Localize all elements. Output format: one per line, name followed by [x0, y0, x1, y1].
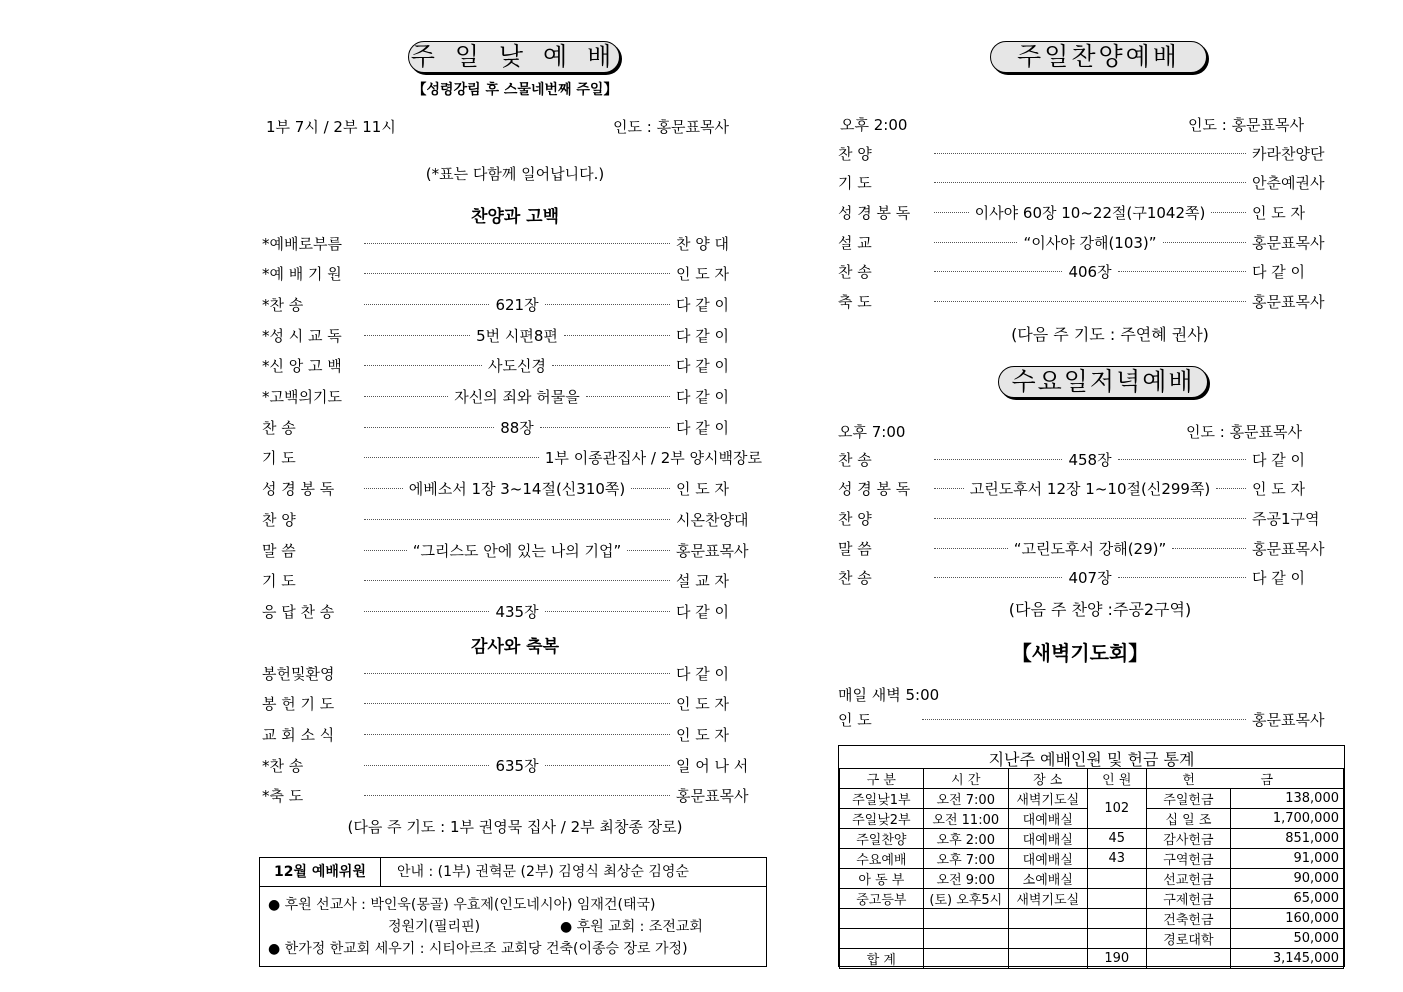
order-content: 에베소서 1장 3~14절(신310쪽) [408, 480, 626, 499]
order-row [838, 201, 1338, 223]
order-label: 찬 송 [838, 450, 872, 469]
stats-cell: 선교헌금 [1146, 869, 1230, 889]
stats-cell: 구제헌금 [1146, 889, 1230, 909]
stats-count: 102 [1087, 789, 1146, 829]
order-person: 홍문표목사 [1252, 293, 1325, 311]
order-label: *찬 송 [262, 756, 304, 775]
order-label: *축 도 [262, 787, 304, 806]
order-row [838, 291, 1338, 313]
stats-cell: 중고등부 [840, 889, 924, 909]
wednesday-next-praise: (다음 주 찬양 :주공2구역) [1008, 600, 1192, 619]
stats-cell [1087, 929, 1146, 949]
order-label: 봉헌및환영 [262, 664, 335, 683]
dawn-time: 매일 새벽 5:00 [838, 686, 940, 704]
stats-cell: 주일헌금 [1146, 789, 1230, 809]
order-content: 407장 [1068, 569, 1112, 588]
order-person: 인 도 자 [676, 480, 730, 499]
stats-cell: 45 [1087, 829, 1146, 849]
order-label: 찬 양 [838, 144, 872, 163]
order-label: 성 경 봉 독 [262, 480, 335, 499]
order-content: 635장 [495, 756, 539, 775]
stats-cell: 주일낮1부 [840, 789, 924, 809]
order-content: 자신의 죄와 허물을 [454, 388, 580, 406]
order-content: 406장 [1068, 263, 1112, 282]
stats-cell [923, 909, 1008, 929]
stats-header: 금 [1231, 769, 1344, 789]
order-row [262, 662, 762, 684]
stats-header: 구 분 [840, 769, 924, 789]
order-label: 봉 헌 기 도 [262, 695, 335, 714]
order-label: *신 앙 고 백 [262, 357, 342, 376]
stats-header: 인 원 [1087, 769, 1146, 789]
order-person: 다 같 이 [676, 664, 730, 683]
order-row [838, 448, 1338, 470]
stats-header: 장 소 [1008, 769, 1087, 789]
stats-cell: 건축헌금 [1146, 909, 1230, 929]
order-row [262, 355, 762, 377]
stats-cell: 대예배실 [1008, 829, 1087, 849]
order-content: 5번 시편8편 [476, 326, 558, 345]
stats-cell: 160,000 [1231, 909, 1344, 929]
service-leader: 인도 : 홍문표목사 [613, 118, 730, 136]
total-count: 190 [1087, 949, 1146, 969]
order-content: “이사야 강해(103)” [1023, 233, 1157, 252]
order-label: *예배로부름 [262, 234, 342, 253]
stats-cell: 십 일 조 [1146, 809, 1230, 829]
order-label: *찬 송 [262, 295, 304, 314]
total-label: 합 계 [840, 949, 924, 969]
order-person: 다 같 이 [676, 418, 730, 437]
praise-service-time: 오후 2:00 [840, 116, 908, 134]
praise-next-prayer: (다음 주 기도 : 주연혜 권사) [1011, 325, 1209, 344]
order-person: 다 같 이 [1252, 569, 1306, 588]
order-row [838, 537, 1338, 559]
order-label: 성 경 봉 독 [838, 203, 911, 222]
order-label: 찬 송 [838, 263, 872, 282]
order-row [262, 600, 762, 622]
order-row [262, 508, 762, 530]
dawn-leader-row [838, 708, 1338, 730]
order-label: 축 도 [838, 293, 872, 311]
order-label: *예 배 기 원 [262, 265, 342, 284]
stats-cell: 아 동 부 [840, 869, 924, 889]
stats-cell: 대예배실 [1008, 809, 1087, 829]
order-person: 다 같 이 [1252, 263, 1306, 282]
service-subtitle: 【성령강림 후 스물네번째 주일】 [412, 82, 618, 98]
order-label: 기 도 [838, 174, 872, 193]
wednesday-service-leader: 인도 : 홍문표목사 [1186, 423, 1303, 441]
order-label: 기 도 [262, 572, 296, 591]
order-content: 1부 이종관집사 / 2부 양시백장로 [544, 449, 762, 468]
usher-guide: 안내 : (1부) 권혁문 (2부) 김영식 최상순 김영순 [381, 858, 766, 887]
stats-cell: 주일낮2부 [840, 809, 924, 829]
order-row [262, 693, 762, 715]
order-row [262, 416, 762, 438]
order-person: 다 같 이 [676, 388, 730, 406]
wednesday-service-title: 수요일저녁예배 [998, 366, 1208, 398]
order-content: 458장 [1068, 450, 1112, 469]
order-content: 435장 [495, 602, 539, 621]
stats-cell [1087, 889, 1146, 909]
stats-header: 시 간 [923, 769, 1008, 789]
order-person: 다 같 이 [676, 295, 730, 314]
stats-cell [1087, 869, 1146, 889]
committee-box [259, 857, 767, 967]
order-person: 인 도 자 [676, 725, 730, 744]
order-person: 인 도 자 [676, 695, 730, 714]
order-row [262, 447, 762, 469]
stats-cell: 감사헌금 [1146, 829, 1230, 849]
stats-cell [1008, 909, 1087, 929]
wednesday-service-time: 오후 7:00 [838, 423, 906, 441]
order-person: 홍문표목사 [676, 541, 749, 560]
order-content: 사도신경 [488, 357, 546, 376]
order-person: 일 어 나 서 [676, 756, 749, 775]
order-person: 카라찬양단 [1252, 144, 1325, 163]
order-person: 홍문표목사 [1252, 539, 1325, 558]
stats-cell: 851,000 [1231, 829, 1344, 849]
order-label: *고백의기도 [262, 388, 342, 406]
order-person: 시온찬양대 [676, 510, 749, 529]
order-person: 안춘예권사 [1252, 174, 1325, 193]
stats-title: 지난주 예배인원 및 헌금 통계 [988, 750, 1195, 769]
stats-cell [1008, 929, 1087, 949]
order-row [262, 478, 762, 500]
sunday-service-title: 주 일 낮 예 배 [408, 41, 620, 73]
order-person: 다 같 이 [1252, 450, 1306, 469]
order-row [262, 570, 762, 592]
order-person: 다 같 이 [676, 326, 730, 345]
dawn-label: 인 도 [838, 710, 872, 729]
dawn-prayer-title: 【새벽기도회】 [1011, 641, 1149, 665]
stats-table [839, 768, 1344, 969]
order-row [838, 172, 1338, 194]
total-amount: 3,145,000 [1231, 949, 1344, 969]
order-person: 주공1구역 [1252, 509, 1320, 528]
stats-cell: 1,700,000 [1231, 809, 1344, 829]
order-person: 다 같 이 [676, 602, 730, 621]
praise-service-leader: 인도 : 홍문표목사 [1188, 116, 1305, 134]
order-row [262, 324, 762, 346]
order-row [262, 539, 762, 561]
stats-header: 헌 [1146, 769, 1230, 789]
order-label: 말 씀 [262, 541, 296, 560]
order-row [262, 386, 762, 408]
order-content: 고린도후서 12장 1~10절(신299쪽) [969, 480, 1211, 499]
order-label: 찬 송 [838, 569, 872, 588]
order-label: 찬 양 [838, 509, 872, 528]
order-row [838, 567, 1338, 589]
order-label: 성 경 봉 독 [838, 480, 911, 499]
order-person: 설 교 자 [676, 572, 730, 591]
committee-header: 12월 예배위원 [260, 858, 381, 887]
stats-cell: 수요예배 [840, 849, 924, 869]
section-thanks-blessing: 감사와 축복 [470, 637, 560, 657]
order-label: 응 답 찬 송 [262, 602, 335, 621]
order-row [262, 785, 762, 807]
order-person: 인 도 자 [676, 265, 730, 284]
stats-cell [840, 929, 924, 949]
order-person: 홍문표목사 [676, 787, 749, 806]
order-person: 홍문표목사 [1252, 233, 1325, 252]
stats-cell [1087, 909, 1146, 929]
section-praise-confession: 찬양과 고백 [470, 207, 560, 227]
order-label: 찬 양 [262, 510, 296, 529]
order-row [838, 478, 1338, 500]
church-plant-line: ● 한가정 한교회 세우기 : 시티아르조 교회당 건축(이종승 장로 가정) [268, 941, 688, 957]
order-person: 인 도 자 [1252, 203, 1306, 222]
supported-church: ● 후원 교회 : 조전교회 [560, 919, 703, 935]
stats-cell [923, 929, 1008, 949]
order-content: 이사야 60장 10~22절(구1042쪽) [974, 203, 1206, 222]
stats-cell: 대예배실 [1008, 849, 1087, 869]
order-content: “그리스도 안에 있는 나의 기업” [412, 541, 622, 560]
stats-cell: 오후 7:00 [923, 849, 1008, 869]
stats-cell: (토) 오후5시 [923, 889, 1008, 909]
stats-cell: 소예배실 [1008, 869, 1087, 889]
stats-cell: 경로대학 [1146, 929, 1230, 949]
praise-service-title: 주일찬양예배 [990, 41, 1207, 73]
stats-cell: 주일찬양 [840, 829, 924, 849]
order-row [838, 507, 1338, 529]
order-label: 찬 송 [262, 418, 296, 437]
order-person: 다 같 이 [676, 357, 730, 376]
order-row [262, 723, 762, 745]
order-content: “고린도후서 강해(29)” [1013, 539, 1167, 558]
order-label: *성 시 교 독 [262, 326, 342, 345]
stats-cell: 오전 11:00 [923, 809, 1008, 829]
missionary-line: ● 후원 선교사 : 박인욱(몽골) 우효제(인도네시아) 임재건(태국) [268, 897, 656, 913]
stats-cell: 새벽기도실 [1008, 889, 1087, 909]
order-label: 기 도 [262, 449, 296, 468]
service-time: 1부 7시 / 2부 11시 [266, 118, 396, 136]
stats-cell: 오전 7:00 [923, 789, 1008, 809]
stats-cell: 구역헌금 [1146, 849, 1230, 869]
order-row [838, 231, 1338, 253]
order-row [262, 754, 762, 776]
order-label: 말 씀 [838, 539, 872, 558]
order-row [262, 232, 762, 254]
stats-cell: 65,000 [1231, 889, 1344, 909]
order-row [262, 263, 762, 285]
order-label: 설 교 [838, 233, 872, 252]
stats-cell: 43 [1087, 849, 1146, 869]
stats-cell: 90,000 [1231, 869, 1344, 889]
next-week-prayer: (다음 주 기도 : 1부 권영묵 집사 / 2부 최창종 장로) [347, 818, 683, 836]
stats-cell: 138,000 [1231, 789, 1344, 809]
order-content: 88장 [500, 418, 534, 437]
order-person: 인 도 자 [1252, 480, 1306, 499]
order-label: 교 회 소 식 [262, 725, 335, 744]
order-content: 621장 [495, 295, 539, 314]
stats-cell: 오후 2:00 [923, 829, 1008, 849]
stats-cell: 50,000 [1231, 929, 1344, 949]
stats-cell: 오전 9:00 [923, 869, 1008, 889]
order-person: 찬 양 대 [676, 234, 730, 253]
dawn-right: 홍문표목사 [1252, 710, 1325, 729]
order-row [262, 293, 762, 315]
missionary-line-2: 정원기(필리핀) [388, 919, 481, 935]
stats-cell [840, 909, 924, 929]
order-row [838, 261, 1338, 283]
stats-cell: 새벽기도실 [1008, 789, 1087, 809]
stats-cell: 91,000 [1231, 849, 1344, 869]
standing-note: (*표는 다함께 일어납니다.) [425, 165, 605, 183]
order-row [838, 142, 1338, 164]
